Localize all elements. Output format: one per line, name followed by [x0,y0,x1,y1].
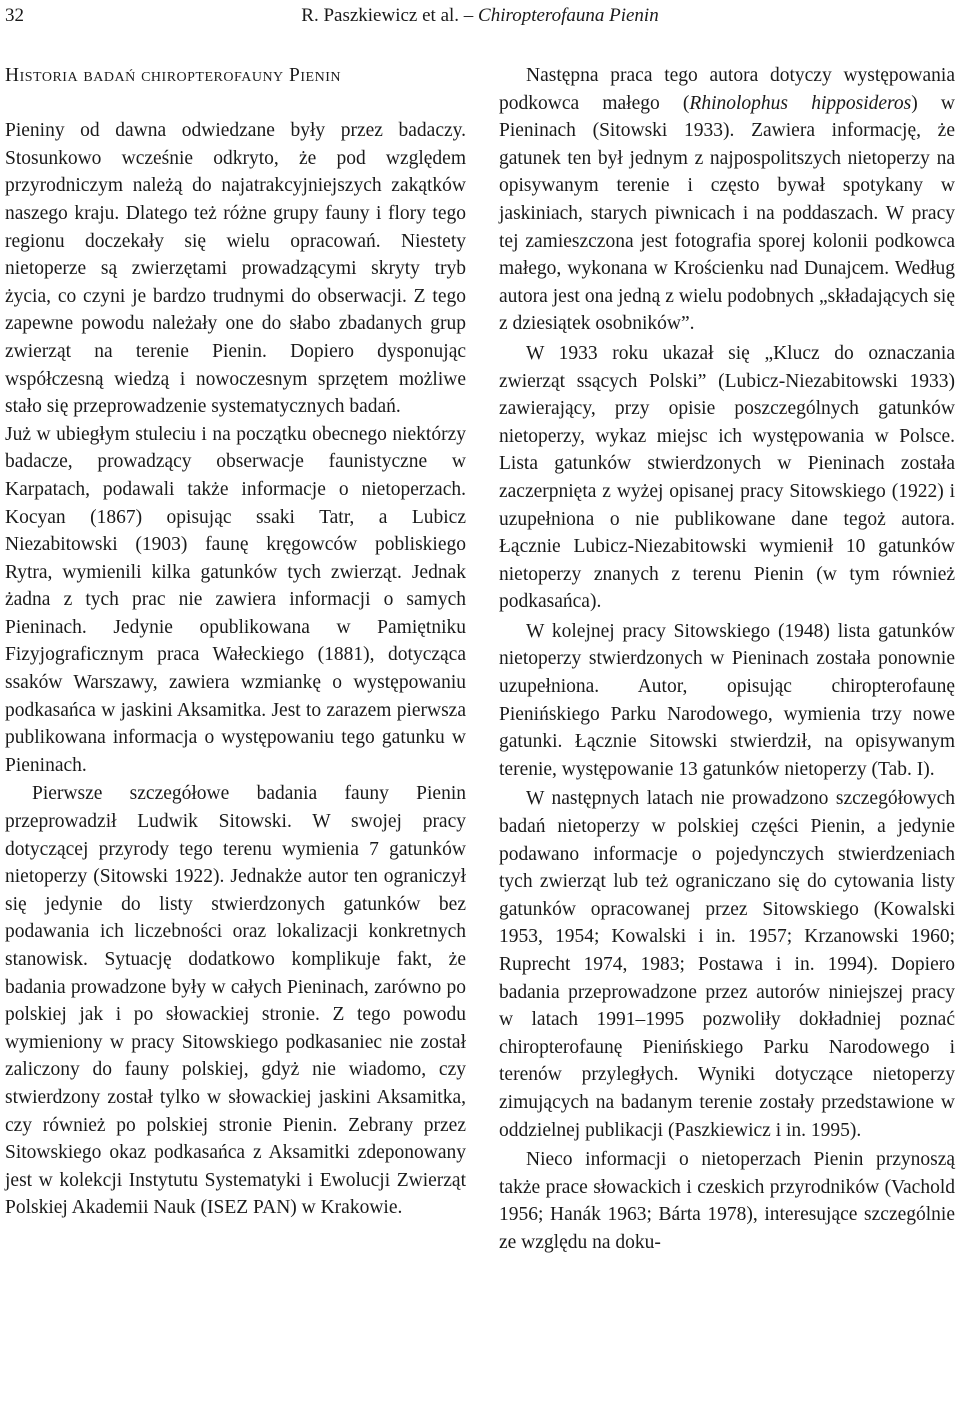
running-title-authors: R. Paszkiewicz et al. [301,5,460,26]
paragraph: W następnych latach nie prowadzono szczegółowych badań nietoperzy w polskiej części Pienin, a jedynie podawano informacje o pojedynczych stwierdzeniach tych zwierząt lub też ograniczano się do cytowania listy gatunków opracowanej przez Sitowskiego (Kowalski 1953, 1954; Kowalski i in. 1957; Krzanowski 1960; Ruprecht 1974, 1983; Postawa i in. 1994). Dopiero badania przeprowadzone przez autorów niniejszej pracy w latach 1991–1995 pozwoliły dokładniej poznać chiropterofaunę Pienińskiego Parku Narodowego i terenów przyległych. Wyniki dotyczące nietoperzy zimujących na badanym terenie zostały przedstawione w oddzielnej publikacji (Paszkiewicz i in. 1995). [499,788,955,1141]
paragraph: Pierwsze szczegółowe badania fauny Pienin przeprowadził Ludwik Sitowski. W swojej pracy dotyczącej przyrody tego terenu wymienia 7 gatunków nietoperzy (Sitowski 1922). Jednakże autor ten ograniczył się jedynie do listy stwierdzonych gatunków bez podawania ich liczebności oraz lokalizacji konkretnych stanowisk. Sytuację dodatkowo komplikuje fakt, że badania prowadzone były w całych Pieninach, zarówno po polskiej jak i po słowackiej stronie. Z tego powodu wymieniony w pracy Sitowskiego podkasaniec nie został zaliczony do fauny polskiej, gdyż nie wiadomo, czy stwierdzony został tylko w słowackiej jaskini Aksamitka, czy również po polskiej stronie Pienin. Zebrany przez Sitowskiego okaz podkasańca z Aksamitki zdeponowany jest w kolekcji Instytutu Systematyki i Ewolucji Zwierząt Polskiej Akademii Nauk (ISEZ PAN) w Krakowie. [5,783,466,1219]
paragraph: Pieniny od dawna odwiedzane były przez badaczy. Stosunkowo wcześnie odkryto, że pod względem przyrodniczym należą do najatrakcyjniejszych zakątków naszego kraju. Dlatego też różne grupy fauny i flory tego regionu doczekały się wielu opracowań. Niestety nietoperze są zwierzętami prowadzącymi skryty tryb życia, co czyni je bardzo trudnymi do obserwacji. Z tego zapewne powodu należały one do słabo zbadanych grup zwierząt na terenie Pienin. Dopiero dysponując współczesną wiedzą i nowoczesnym sprzętem możliwe stało się przeprowadzenie systematycznych badań. [5,120,466,418]
paragraph: W 1933 roku ukazał się „Klucz do oznaczania zwierząt ssących Polski” (Lubicz-Niezabitowski 1933) zawierający, przy opisie poszczególnych gatunków nietoperzy, wykaz miejsc ich występowania w Polsce. Lista gatunków stwierdzonych w Pieninach została zaczerpnięta z wyżej opisanej pracy Sitowskiego (1922) i uzupełniona o nie publikowane dane tegoż autora. Łącznie Lubicz-Niezabitowski wymienił 10 gatunków nietoperzy znanych z terenu Pienin (w tym również podkasańca). [499,342,955,613]
right-column [499,62,955,1257]
paragraph-text: Następna praca tego autora dotyczy występowania podkowca małego ( [499,65,955,114]
species-name: Rhinolophus hipposideros [689,92,912,114]
paragraph: Już w ubiegłym stuleciu i na początku obecnego niektórzy badacze, prowadzący obserwacje faunistyczne w Karpatach, podawali także informacje o nietoperzach. Kocyan (1867) opisując ssaki Tatr, a Lubicz Niezabitowski (1903) faunę kręgowców pobliskiego Rytra, wymienili kilka gatunków tych zwierząt. Jednak żadna z tych prac nie zawiera informacji o samych Pieninach. Jedynie opublikowana w Pamiętniku Fizyjograficznym praca Wałeckiego (1881), dotycząca ssaków Warszawy, zawiera wzmiankę o występowaniu podkasańca w jaskini Aksamitka. Jest to zarazem pierwsza publikowana informacja o występowaniu tego gatunku w Pieninach. [5,423,466,776]
running-title-dash: – [463,5,474,26]
paragraph [499,62,955,338]
paragraph-text: ) w Pieninach (Sitowski 1933). Zawiera informację, że gatunek ten był jednym z najpospolitszych nietoperzy na opisywanym terenie i często bywał spotykany w jaskiniach, starych piwnicach i na poddaszach. W pracy tej zamieszczona jest fotografia sporej kolonii podkowca małego, wykonana w Krościenku nad Dunajcem. Według autora jest ona jedną z wielu podobnych „składających się z dziesiątek osobników”. [499,92,955,335]
left-column [5,62,466,1222]
section-heading: Historia badań chiropterofauny Pienin [5,65,341,86]
running-title-text: Chiropterofauna Pienin [478,5,659,26]
paragraph: W kolejnej pracy Sitowskiego (1948) lista gatunków nietoperzy stwierdzonych w Pieninach została ponownie uzupełniona. Autor, opisując chiropterofaunę Pienińskiego Parku Narodowego, wymienia trzy nowe gatunki. Łącznie Sitowski stwierdził, na opisywanym terenie, występowanie 13 gatunków nietoperzy (Tab. I). [499,620,955,780]
page-number: 32 [5,5,24,26]
running-title [5,2,955,30]
running-head [5,2,955,30]
paragraph: Nieco informacji o nietoperzach Pienin przynoszą także prace słowackich i czeskich przyrodników (Vachold 1956; Hanák 1963; Bárta 1978), interesujące szczególnie ze względu na doku- [499,1149,955,1253]
